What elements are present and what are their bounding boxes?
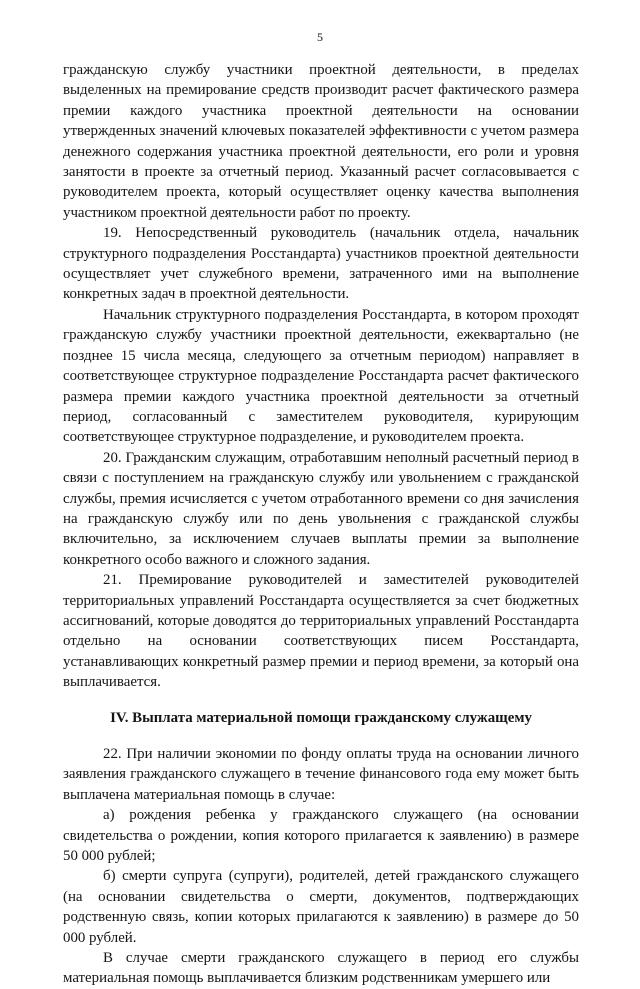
section-heading: IV. Выплата материальной помощи гражданскому служащему: [110, 709, 532, 726]
paragraph-19-continued: Начальник структурного подразделения Росстандарта, в котором проходят гражданскую службу участники проектной деятельности, ежеквартально (не позднее 15 числа месяца, следующего за отчетным периодом) направляет в соответствующее структурное подразделение Росстандарта расчет фактического размера премии каждого участника проектной деятельности за отчетный период, согласованный с заместителем руководителя, курирующим соответствующее структурное подразделение, и руководителем проекта.: [63, 306, 579, 446]
paragraph-continuation: гражданскую службу участники проектной деятельности, в пределах выделенных на премирование средств производит расчет фактического размера премии каждого участника проектной деятельности на основании утвержденных значений ключевых показателей эффективности с учетом размера денежного содержания участника проектной деятельности, его роли и уровня занятости в проекте за отчетный период. Указанный расчет согласовывается с руководителем проекта, который осуществляет оценку качества выполнения участником проектной деятельности работ по проекту.: [63, 62, 579, 221]
paragraph-21: 21. Премирование руководителей и заместителей руководителей территориальных управлений Росстандарта осуществляется за счет бюджетных ассигнований, которые доводятся до территориальных управлений Росстандарта отдельно на основании соответствующих писем Росстандарта, устанавливающих конкретный размер премии и период времени, за который она выплачивается.: [63, 572, 579, 691]
paragraph-22: 22. При наличии экономии по фонду оплаты труда на основании личного заявления гражданского служащего в течение финансового года ему может быть выплачена материальная помощь в случае:: [63, 746, 579, 803]
paragraph-19: 19. Непосредственный руководитель (начальник отдела, начальник структурного подразделения Росстандарта) участников проектной деятельности осуществляет учет служебного времени, затраченного ими на выполнение конкретных задач в проектной деятельности.: [63, 225, 579, 303]
document-body: [63, 60, 579, 989]
paragraph-22-b: б) смерти супруга (супруги), родителей, детей гражданского служащего (на основании свидетельства о смерти, документов, подтверждающих родственную связь, копии которых прилагаются к заявлению) в размере до 50 000 рублей.: [63, 868, 579, 946]
paragraph-22-a: а) рождения ребенка у гражданского служащего (на основании свидетельства о рождении, копия которого прилагается к заявлению) в размере 50 000 рублей;: [63, 807, 579, 865]
page-number: 5: [317, 30, 323, 44]
paragraph-22-death-case: В случае смерти гражданского служащего в период его службы материальная помощь выплачивается близким родственникам умершего или: [63, 950, 579, 987]
paragraph-20: 20. Гражданским служащим, отработавшим неполный расчетный период в связи с поступлением на гражданскую службу или увольнением с гражданской службы, премия исчисляется с учетом отработанного времени со дня зачисления на гражданскую службу или по день увольнения с гражданской службы включительно, за исключением случаев выплаты премии за выполнение конкретного особо важного и сложного задания.: [63, 449, 579, 568]
